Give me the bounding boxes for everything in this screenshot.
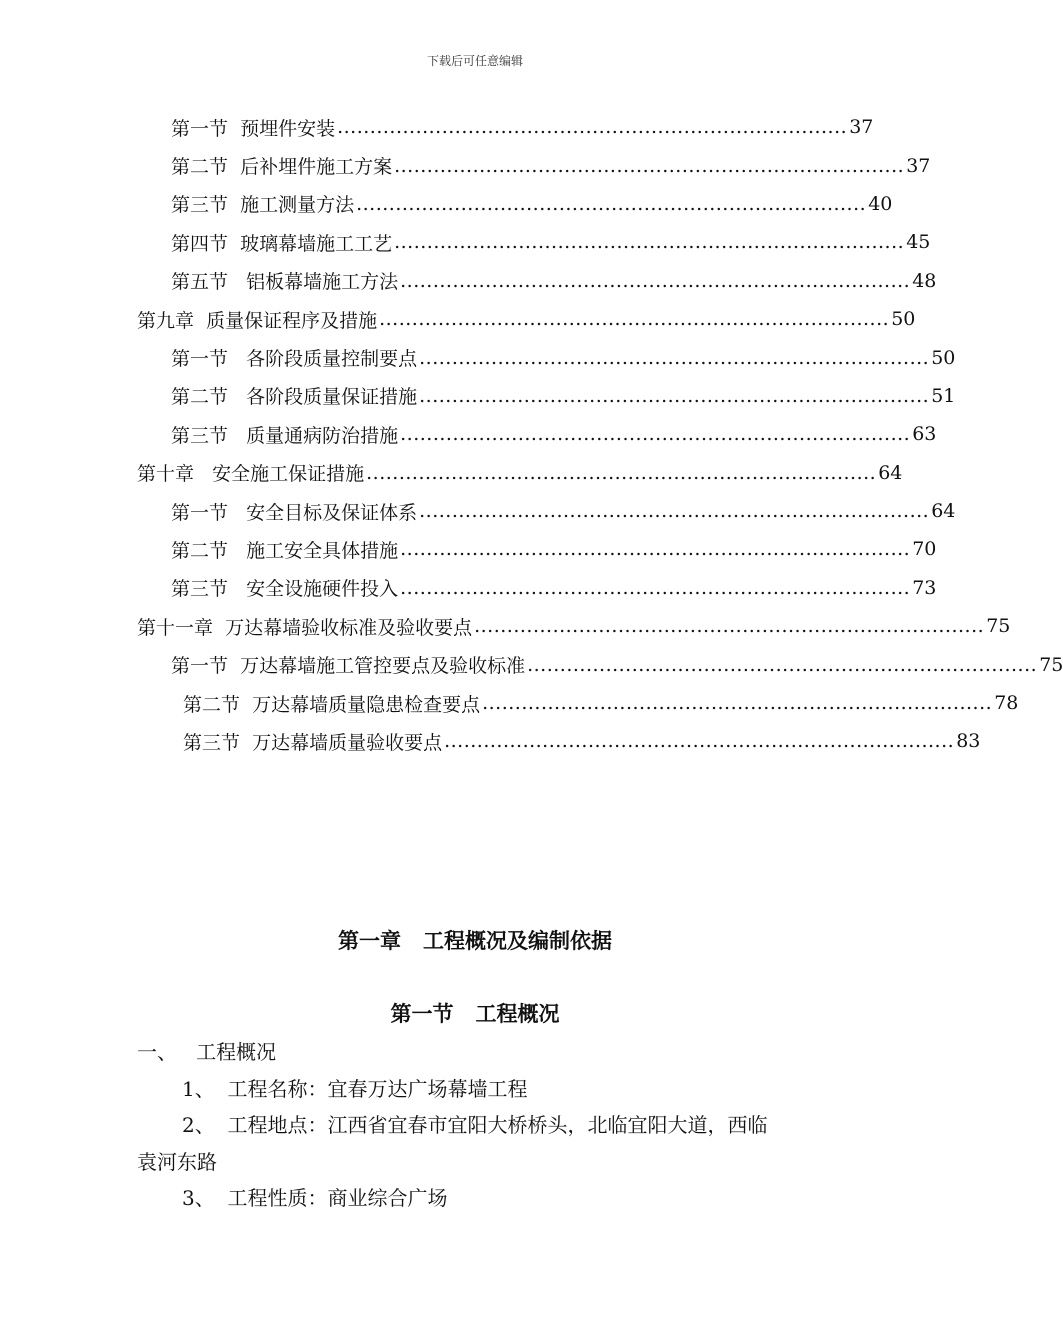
toc-entry[interactable] — [0, 146, 950, 184]
toc-leader-dots: .............................................................................. — [356, 192, 867, 215]
toc-leader-dots: .............................................................................. — [400, 576, 911, 599]
toc-entry-chapter[interactable] — [0, 300, 950, 338]
toc-leader-dots: .............................................................................. — [394, 231, 905, 254]
toc-leader-dots: .............................................................................. — [444, 730, 955, 753]
toc-entry[interactable] — [0, 185, 950, 223]
toc-entry-label: 第九章 质量保证程序及措施 — [137, 309, 378, 332]
toc-entry[interactable] — [0, 684, 1019, 722]
page-header-note: 下载后可任意编辑 — [426, 54, 523, 68]
toc-entry-page: 75 — [986, 615, 1011, 638]
toc-entry-page: 50 — [891, 308, 916, 331]
toc-entry-page: 75 — [1039, 653, 1063, 676]
toc-leader-dots: .............................................................................. — [474, 615, 985, 638]
content-item-project-location: 2、 工程地点：江西省宜春市宜阳大桥桥头，北临宜阳大道，西临 — [182, 1113, 768, 1137]
toc-leader-dots: .............................................................................. — [419, 384, 930, 407]
toc-entry[interactable] — [0, 338, 956, 376]
toc-entry-label: 第四节 玻璃幕墙施工工艺 — [171, 232, 393, 255]
toc-entry-label: 第十章 安全施工保证措施 — [137, 463, 365, 486]
toc-entry-page: 50 — [931, 346, 956, 369]
toc-entry[interactable] — [0, 530, 950, 568]
toc-leader-dots: .............................................................................. — [482, 692, 993, 715]
toc-entry-page: 51 — [931, 384, 956, 407]
toc-entry-label: 第一节 各阶段质量控制要点 — [171, 348, 418, 371]
toc-entry[interactable] — [0, 492, 956, 530]
toc-entry[interactable] — [0, 415, 950, 453]
toc-leader-dots: .............................................................................. — [400, 423, 911, 446]
toc-entry-label: 第三节 安全设施硬件投入 — [171, 578, 399, 601]
toc-entry-label: 第三节 万达幕墙质量验收要点 — [183, 731, 443, 754]
toc-entry-page: 37 — [906, 154, 931, 177]
toc-entry-label: 第一节 预埋件安装 — [171, 117, 336, 140]
toc-entry-label: 第二节 后补埋件施工方案 — [171, 156, 393, 179]
toc-entry[interactable] — [0, 377, 956, 415]
toc-entry-label: 第十一章 万达幕墙验收标准及验收要点 — [137, 616, 473, 639]
toc-entry-chapter[interactable] — [0, 454, 950, 492]
toc-entry-label: 第三节 施工测量方法 — [171, 194, 355, 217]
content-item-project-location-cont: 袁河东路 — [137, 1149, 217, 1174]
toc-leader-dots: .............................................................................. — [419, 500, 930, 523]
toc-entry-page: 37 — [849, 116, 874, 139]
toc-leader-dots: .............................................................................. — [527, 653, 1038, 676]
toc-entry-label: 第一节 安全目标及保证体系 — [171, 501, 418, 524]
toc-leader-dots: .............................................................................. — [419, 346, 930, 369]
toc-entry[interactable] — [0, 569, 950, 607]
toc-entry[interactable] — [0, 722, 981, 760]
toc-entry-label: 第三节 质量通病防治措施 — [171, 424, 399, 447]
toc-entry-page: 45 — [906, 231, 931, 254]
toc-entry-page: 73 — [912, 576, 937, 599]
chapter-title: 第一章 工程概况及编制依据 — [338, 928, 612, 953]
toc-entry-page: 48 — [912, 269, 937, 292]
toc-entry-page: 63 — [912, 423, 937, 446]
toc-entry-label: 第二节 万达幕墙质量隐患检查要点 — [183, 693, 481, 716]
toc-leader-dots: .............................................................................. — [366, 461, 877, 484]
content-item-project-name: 1、 工程名称：宜春万达广场幕墙工程 — [182, 1076, 528, 1101]
content-item-project-nature: 3、 工程性质：商业综合广场 — [182, 1186, 448, 1210]
toc-entry-chapter[interactable] — [0, 607, 1011, 645]
toc-entry-label: 第二节 各阶段质量保证措施 — [171, 386, 418, 409]
section-title: 第一节 工程概况 — [390, 1001, 560, 1026]
content-heading: 一、 工程概况 — [137, 1040, 277, 1064]
toc-entry[interactable] — [0, 108, 950, 146]
toc-leader-dots: .............................................................................. — [400, 269, 911, 292]
toc-entry[interactable] — [0, 223, 950, 261]
toc-entry-page: 83 — [956, 730, 981, 753]
toc-entry-page: 64 — [931, 500, 956, 523]
toc-entry[interactable] — [0, 645, 1063, 683]
toc-leader-dots: .............................................................................. — [394, 154, 905, 177]
toc-entry-label: 第一节 万达幕墙施工管控要点及验收标准 — [171, 655, 526, 678]
toc-entry-label: 第二节 施工安全具体措施 — [171, 539, 399, 562]
toc-entry[interactable] — [0, 262, 950, 300]
toc-leader-dots: .............................................................................. — [337, 116, 848, 139]
toc-entry-page: 70 — [912, 538, 937, 561]
toc-entry-page: 40 — [868, 192, 893, 215]
toc-entry-page: 64 — [878, 461, 903, 484]
toc-entry-page: 78 — [994, 692, 1019, 715]
toc-entry-label: 第五节 铝板幕墙施工方法 — [171, 271, 399, 294]
toc-leader-dots: .............................................................................. — [379, 308, 890, 331]
table-of-contents — [0, 108, 1063, 761]
toc-leader-dots: .............................................................................. — [400, 538, 911, 561]
content-body — [137, 1034, 860, 1217]
